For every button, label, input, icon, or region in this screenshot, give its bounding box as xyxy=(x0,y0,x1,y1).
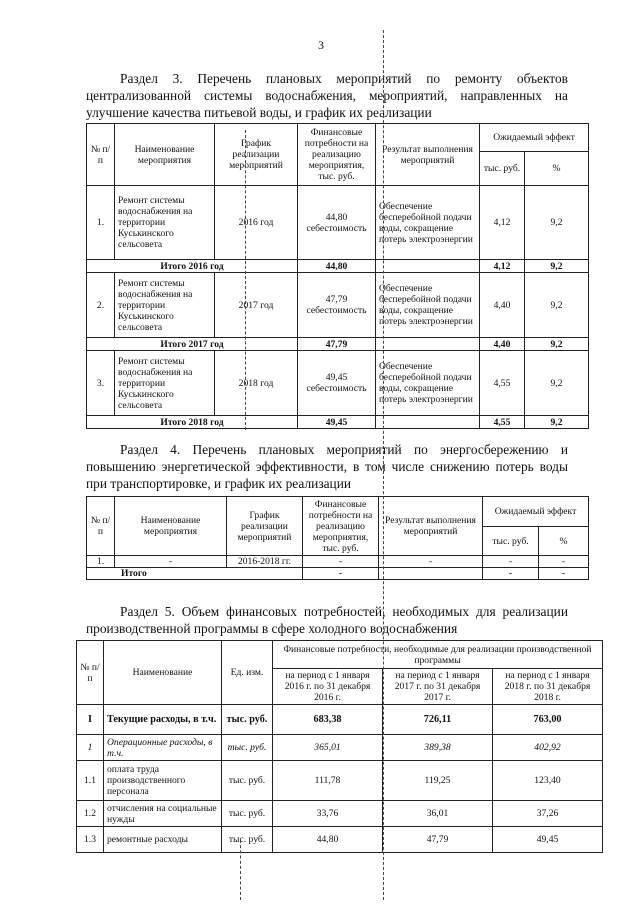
row-value-2017: 119,25 xyxy=(383,761,493,801)
col-fin-header: Финансовые потребности на реализацию мероприятия, тыс. руб. xyxy=(303,497,379,556)
row-name: Ремонт системы водоснабжения на территории Куськинского сельсовета xyxy=(115,351,215,416)
row-fin: - xyxy=(303,556,379,568)
total-row xyxy=(87,416,589,429)
row-value-2016: 683,38 xyxy=(273,705,383,735)
col-period-2016-header: на период с 1 января 2016 г. по 31 декабря 2016 г. xyxy=(273,669,383,705)
total-label: Итого 2017 год xyxy=(87,338,298,351)
col-fin-header: Финансовые потребности на реализацию мероприятия, тыс. руб. xyxy=(298,124,376,186)
total-label: Итого 2016 год xyxy=(87,260,298,273)
scan-fold-line xyxy=(245,130,246,430)
col-effect-thous-header: тыс. руб. xyxy=(483,527,539,556)
table-row xyxy=(87,186,589,260)
row-num: 2. xyxy=(87,273,115,338)
row-result: - xyxy=(379,556,483,568)
row-schedule: 2016 год xyxy=(215,186,298,260)
total-thous: - xyxy=(483,568,539,580)
total-pct: 9,2 xyxy=(525,416,589,429)
total-empty xyxy=(376,260,480,273)
row-num: 1.2 xyxy=(77,801,104,827)
table-row xyxy=(77,761,603,801)
row-value-2018: 763,00 xyxy=(493,705,603,735)
total-fin: 44,80 xyxy=(298,260,376,273)
total-empty xyxy=(379,568,483,580)
scan-fold-line xyxy=(383,30,384,900)
row-result: Обеспечение бесперебойной подачи воды, сокращение потерь электроэнергии xyxy=(376,273,480,338)
total-pct: 9,2 xyxy=(525,260,589,273)
row-value-2018: 402,92 xyxy=(493,735,603,761)
total-thous: 4,40 xyxy=(480,338,525,351)
table-row xyxy=(77,705,603,735)
row-value-2017: 726,11 xyxy=(383,705,493,735)
row-value-2016: 44,80 xyxy=(273,827,383,853)
row-schedule: 2017 год xyxy=(215,273,298,338)
row-effect-thous: - xyxy=(483,556,539,568)
col-name-header: Наименование мероприятия xyxy=(115,497,227,556)
section-4-table xyxy=(86,496,589,580)
table-row xyxy=(87,556,589,568)
col-fin-header: Финансовые потребности, необходимые для реализации производственной программы xyxy=(273,641,603,669)
col-effect-thous-header: тыс. руб. xyxy=(480,152,525,186)
row-num: 1. xyxy=(87,556,115,568)
row-num: 1. xyxy=(87,186,115,260)
total-pct: - xyxy=(539,568,589,580)
row-value-2016: 33,76 xyxy=(273,801,383,827)
table-row xyxy=(77,801,603,827)
row-num: 1.1 xyxy=(77,761,104,801)
col-num-header: № п/п xyxy=(87,497,115,556)
section-3-heading: Раздел 3. Перечень плановых мероприятий по ремонту объектов централизованной системы водоснабжения, мероприятий, направленных на улучшение качества питьевой воды, и график их реализации xyxy=(86,71,568,120)
col-effect-header: Ожидаемый эффект xyxy=(480,124,589,152)
row-num: 1.3 xyxy=(77,827,104,853)
row-value-2017: 389,38 xyxy=(383,735,493,761)
scan-fold-line xyxy=(240,840,241,900)
col-num-header: № п/п xyxy=(87,124,115,186)
row-value-2018: 123,40 xyxy=(493,761,603,801)
row-result: Обеспечение бесперебойной подачи воды, сокращение потерь электроэнергии xyxy=(376,186,480,260)
row-unit: тыс. руб. xyxy=(222,761,273,801)
section-5-table xyxy=(76,640,603,853)
total-fin: 47,79 xyxy=(298,338,376,351)
row-value-2016: 111,78 xyxy=(273,761,383,801)
row-unit: тыс. руб. xyxy=(222,705,273,735)
row-unit: тыс. руб. xyxy=(222,827,273,853)
col-schedule-header: График реализации мероприятий xyxy=(227,497,303,556)
total-thous: 4,12 xyxy=(480,260,525,273)
row-fin: 49,45 себестоимость xyxy=(298,351,376,416)
row-value-2017: 47,79 xyxy=(383,827,493,853)
total-fin: - xyxy=(303,568,379,580)
row-fin: 44,80 себестоимость xyxy=(298,186,376,260)
row-value-2018: 37,26 xyxy=(493,801,603,827)
row-effect-thous: 4,55 xyxy=(480,351,525,416)
col-effect-pct-header: % xyxy=(525,152,589,186)
col-effect-header: Ожидаемый эффект xyxy=(483,497,589,527)
section-5-heading: Раздел 5. Объем финансовых потребностей, необходимых для реализации производственной программы в сфере холодного водоснабжения xyxy=(86,604,568,636)
total-thous: 4,55 xyxy=(480,416,525,429)
row-effect-pct: 9,2 xyxy=(525,186,589,260)
table-row xyxy=(87,273,589,338)
row-value-2017: 36,01 xyxy=(383,801,493,827)
col-effect-pct-header: % xyxy=(539,527,589,556)
row-schedule: 2018 год xyxy=(215,351,298,416)
row-name: оплата труда производственного персонала xyxy=(104,761,222,801)
row-name: отчисления на социальные нужды xyxy=(104,801,222,827)
page-number: 3 xyxy=(318,38,324,52)
col-unit-header: Ед. изм. xyxy=(222,641,273,705)
row-num: 1 xyxy=(77,735,104,761)
total-fin: 49,45 xyxy=(298,416,376,429)
row-value-2018: 49,45 xyxy=(493,827,603,853)
row-num: I xyxy=(77,705,104,735)
row-name: Ремонт системы водоснабжения на территории Куськинского сельсовета xyxy=(115,273,215,338)
section-3-table xyxy=(86,123,589,429)
row-unit: тыс. руб. xyxy=(222,735,273,761)
section-4-heading: Раздел 4. Перечень плановых мероприятий по энергосбережению и повышению энергетической эффективности, в том числе снижению потерь воды при транспортировке, и график их реализации xyxy=(86,442,568,491)
total-pct: 9,2 xyxy=(525,338,589,351)
row-result: Обеспечение бесперебойной подачи воды, сокращение потерь электроэнергии xyxy=(376,351,480,416)
total-empty xyxy=(376,416,480,429)
col-num-header: № п/п xyxy=(77,641,104,705)
col-result-header: Результат выполнения мероприятий xyxy=(379,497,483,556)
row-name: ремонтные расходы xyxy=(104,827,222,853)
row-unit: тыс. руб. xyxy=(222,801,273,827)
row-name: Текущие расходы, в т.ч. xyxy=(104,705,222,735)
row-num: 3. xyxy=(87,351,115,416)
col-schedule-header: График реализации мероприятий xyxy=(215,124,298,186)
total-row xyxy=(87,568,589,580)
total-row xyxy=(87,338,589,351)
row-name: - xyxy=(115,556,227,568)
row-fin: 47,79 себестоимость xyxy=(298,273,376,338)
col-period-2018-header: на период с 1 января 2018 г. по 31 декабря 2018 г. xyxy=(493,669,603,705)
col-name-header: Наименование мероприятия xyxy=(115,124,215,186)
row-effect-thous: 4,40 xyxy=(480,273,525,338)
col-period-2017-header: на период с 1 января 2017 г. по 31 декабря 2017 г. xyxy=(383,669,493,705)
row-value-2016: 365,01 xyxy=(273,735,383,761)
table-row xyxy=(77,735,603,761)
row-effect-pct: 9,2 xyxy=(525,351,589,416)
col-name-header: Наименование xyxy=(104,641,222,705)
total-row xyxy=(87,260,589,273)
total-empty xyxy=(376,338,480,351)
col-result-header: Результат выполнения мероприятий xyxy=(376,124,480,186)
total-label: Итого 2018 год xyxy=(87,416,298,429)
row-name: Ремонт системы водоснабжения на территории Куськинского сельсовета xyxy=(115,186,215,260)
row-effect-pct: 9,2 xyxy=(525,273,589,338)
table-row xyxy=(77,827,603,853)
row-schedule: 2016-2018 гг. xyxy=(227,556,303,568)
row-name: Операционные расходы, в т.ч. xyxy=(104,735,222,761)
row-effect-pct: - xyxy=(539,556,589,568)
total-label: Итого xyxy=(87,568,303,580)
row-effect-thous: 4,12 xyxy=(480,186,525,260)
table-row xyxy=(87,351,589,416)
